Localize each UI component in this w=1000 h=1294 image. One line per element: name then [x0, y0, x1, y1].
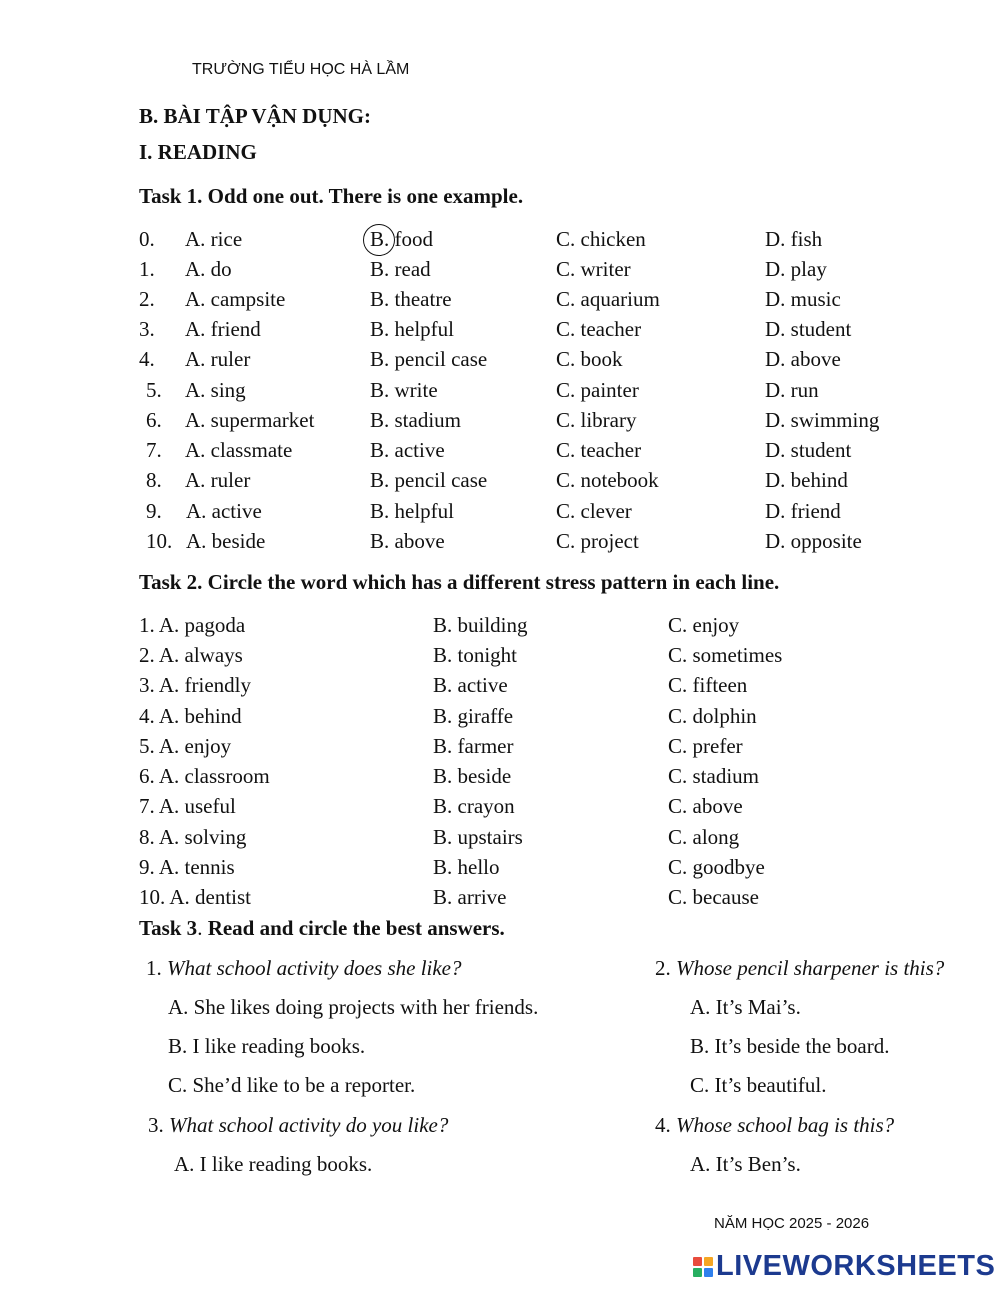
task1-option-d[interactable]: D. fish — [765, 227, 823, 251]
task1-option-d[interactable]: D. run — [765, 378, 819, 402]
task1-option-d[interactable]: D. opposite — [765, 529, 862, 553]
task2-option-a[interactable]: 9. A. tennis — [139, 855, 235, 879]
task2-option-a[interactable]: 7. A. useful — [139, 794, 236, 818]
task1-option-d[interactable]: D. music — [765, 287, 841, 311]
school-year: NĂM HỌC 2025 - 2026 — [714, 1215, 870, 1232]
task1-option-d[interactable]: D. friend — [765, 499, 841, 523]
task2-title: Task 2. Circle the word which has a different stress pattern in each line. — [139, 570, 780, 594]
task2-option-b[interactable]: B. farmer — [433, 734, 514, 758]
task3-question-4 — [655, 1113, 894, 1138]
task2-option-b[interactable]: B. hello — [433, 855, 500, 879]
task3-q2-option-c[interactable]: C. It’s beautiful. — [690, 1073, 827, 1097]
task2-option-a[interactable]: 10. A. dentist — [139, 885, 252, 909]
task2-option-a[interactable]: 4. A. behind — [139, 704, 242, 728]
task1-num: 1. — [139, 257, 155, 281]
question-number: 4. — [655, 1113, 671, 1137]
task1-option-a[interactable]: A. classmate — [185, 438, 293, 462]
task1-option-c[interactable]: C. chicken — [556, 227, 646, 251]
task2-option-b[interactable]: B. tonight — [433, 643, 518, 667]
task2-option-c[interactable]: C. along — [668, 825, 740, 849]
task1-num: 0. — [139, 227, 155, 251]
task1-option-a[interactable]: A. sing — [185, 378, 246, 402]
task3-q2-option-b[interactable]: B. It’s beside the board. — [690, 1034, 890, 1058]
task3-title-label: Task 3 — [139, 916, 198, 940]
section-title: B. BÀI TẬP VẬN DỤNG: — [139, 104, 372, 128]
question-text: What school activity does she like? — [167, 956, 462, 980]
task2-option-b[interactable]: B. arrive — [433, 885, 507, 909]
task1-option-b[interactable]: B. write — [370, 378, 438, 402]
task2-option-b[interactable]: B. active — [433, 673, 508, 697]
task1-option-d[interactable]: D. swimming — [765, 408, 880, 432]
task3-q3-option-a[interactable]: A. I like reading books. — [174, 1152, 373, 1176]
task1-option-d[interactable]: D. play — [765, 257, 827, 281]
task1-option-c[interactable]: C. writer — [556, 257, 631, 281]
task1-option-b[interactable]: B. pencil case — [370, 468, 488, 492]
task1-option-a[interactable]: A. active — [186, 499, 262, 523]
task1-option-a[interactable]: A. supermarket — [185, 408, 315, 432]
task3-question-1 — [146, 956, 462, 981]
task1-num: 7. — [146, 438, 162, 462]
task1-option-a[interactable]: A. beside — [186, 529, 266, 553]
task2-option-c[interactable]: C. dolphin — [668, 704, 757, 728]
school-name: TRƯỜNG TIỂU HỌC HÀ LẦM — [192, 61, 410, 78]
task1-num: 2. — [139, 287, 155, 311]
task2-option-b[interactable]: B. crayon — [433, 794, 515, 818]
liveworksheets-logo[interactable] — [693, 1250, 995, 1283]
task1-title: Task 1. Odd one out. There is one example. — [139, 184, 524, 208]
task2-option-c[interactable]: C. because — [668, 885, 759, 909]
question-number: 1. — [146, 956, 162, 980]
reading-title: I. READING — [139, 140, 257, 164]
task1-option-b[interactable]: B. stadium — [370, 408, 462, 432]
task1-option-b[interactable]: B. read — [370, 257, 431, 281]
task3-q1-option-b[interactable]: B. I like reading books. — [168, 1034, 366, 1058]
task2-option-a[interactable]: 8. A. solving — [139, 825, 247, 849]
question-text: Whose pencil sharpener is this? — [676, 956, 945, 980]
task3-question-2 — [655, 956, 944, 981]
task1-option-d[interactable]: D. above — [765, 347, 841, 371]
task1-option-b[interactable]: B. pencil case — [370, 347, 488, 371]
task1-option-c[interactable]: C. book — [556, 347, 623, 371]
task1-option-c[interactable]: C. library — [556, 408, 637, 432]
task1-option-d[interactable]: D. behind — [765, 468, 848, 492]
task2-option-b[interactable]: B. upstairs — [433, 825, 523, 849]
task2-option-c[interactable]: C. above — [668, 794, 743, 818]
task2-option-a[interactable]: 3. A. friendly — [139, 673, 251, 697]
task2-option-c[interactable]: C. enjoy — [668, 613, 740, 637]
task1-option-c[interactable]: C. project — [556, 529, 639, 553]
liveworksheets-logo-text: LIVEWORKSHEETS — [716, 1250, 996, 1282]
task1-option-a[interactable]: A. ruler — [185, 468, 251, 492]
task2-option-a[interactable]: 2. A. always — [139, 643, 243, 667]
task2-option-b[interactable]: B. beside — [433, 764, 512, 788]
task3-q1-option-a[interactable]: A. She likes doing projects with her friends. — [168, 995, 539, 1019]
task2-option-c[interactable]: C. goodbye — [668, 855, 765, 879]
task1-num: 9. — [146, 499, 162, 523]
task1-num: 10. — [146, 529, 173, 553]
task3-title — [139, 916, 505, 941]
question-number: 2. — [655, 956, 671, 980]
task1-num: 5. — [146, 378, 162, 402]
task1-option-d[interactable]: D. student — [765, 317, 852, 341]
task2-option-c[interactable]: C. sometimes — [668, 643, 783, 667]
task2-option-c[interactable]: C. prefer — [668, 734, 743, 758]
task1-option-b[interactable]: B. helpful — [370, 499, 454, 523]
task3-title-text: Read and circle the best answers. — [202, 916, 505, 940]
task1-option-c[interactable]: C. painter — [556, 378, 639, 402]
task1-num: 3. — [139, 317, 155, 341]
task3-q1-option-c[interactable]: C. She’d like to be a reporter. — [168, 1073, 416, 1097]
task1-option-b[interactable]: B. above — [370, 529, 445, 553]
task2-option-a[interactable]: 5. A. enjoy — [139, 734, 232, 758]
task2-option-b[interactable]: B. building — [433, 613, 528, 637]
question-number: 3. — [148, 1113, 164, 1137]
task3-title-dot: . — [197, 916, 203, 940]
task1-option-a[interactable]: A. friend — [185, 317, 261, 341]
liveworksheets-logo-icon — [693, 1257, 713, 1277]
task1-option-c[interactable]: C. notebook — [556, 468, 659, 492]
task1-option-c[interactable]: C. aquarium — [556, 287, 660, 311]
task1-num: 4. — [139, 347, 155, 371]
task3-q4-option-a[interactable]: A. It’s Ben’s. — [690, 1152, 801, 1176]
task2-option-c[interactable]: C. stadium — [668, 764, 760, 788]
example-circle-answer: B. — [370, 227, 390, 251]
task1-option-c[interactable]: C. clever — [556, 499, 632, 523]
task1-option-a[interactable]: A. campsite — [185, 287, 286, 311]
question-text: Whose school bag is this? — [676, 1113, 895, 1137]
task1-option-a[interactable]: A. do — [185, 257, 232, 281]
task1-option-b[interactable]: B. helpful — [370, 317, 454, 341]
task2-option-a[interactable]: 1. A. pagoda — [139, 613, 246, 637]
task2-option-b[interactable]: B. giraffe — [433, 704, 514, 728]
task1-option-c[interactable]: C. teacher — [556, 317, 642, 341]
question-text: What school activity do you like? — [169, 1113, 449, 1137]
task1-option-b[interactable]: B. theatre — [370, 287, 452, 311]
task1-option-d[interactable]: D. student — [765, 438, 852, 462]
task1-num: 8. — [146, 468, 162, 492]
task3-q2-option-a[interactable]: A. It’s Mai’s. — [690, 995, 801, 1019]
task2-option-a[interactable]: 6. A. classroom — [139, 764, 270, 788]
task1-option-b[interactable] — [370, 227, 433, 252]
task1-num: 6. — [146, 408, 162, 432]
task3-question-3 — [148, 1113, 448, 1138]
task1-option-b[interactable]: B. active — [370, 438, 445, 462]
task1-option-a[interactable]: A. rice — [185, 227, 243, 251]
task1-option-c[interactable]: C. teacher — [556, 438, 642, 462]
task1-option-b-word: food — [394, 227, 434, 251]
task2-option-c[interactable]: C. fifteen — [668, 673, 748, 697]
task1-option-a[interactable]: A. ruler — [185, 347, 251, 371]
